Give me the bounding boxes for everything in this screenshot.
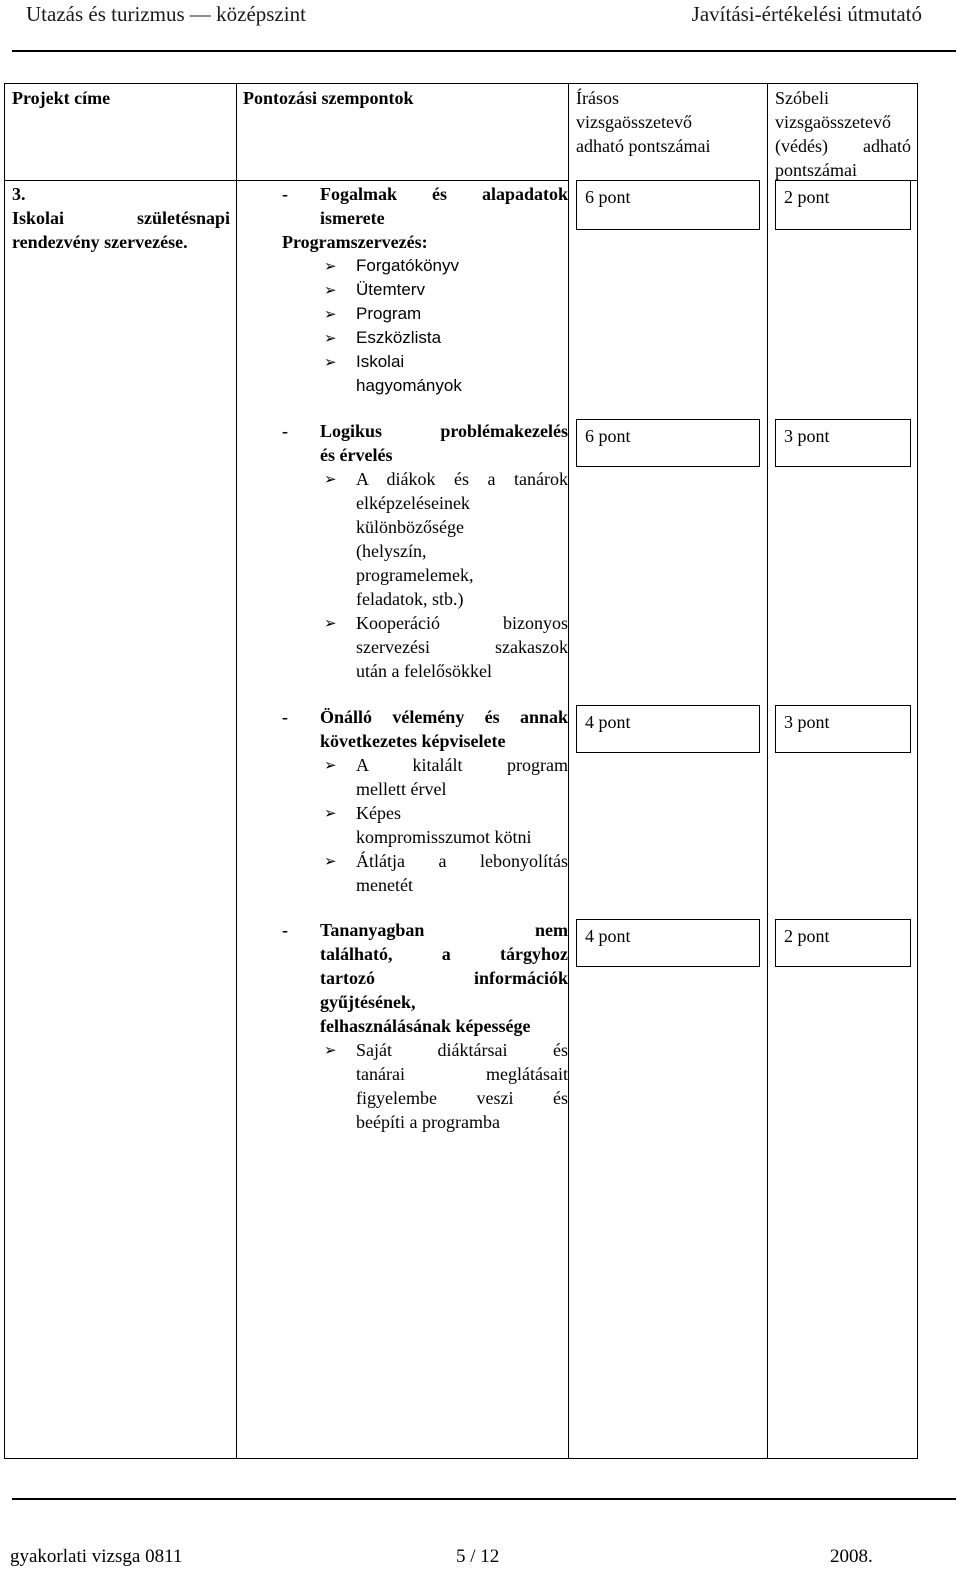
list-item: ➢ Eszközlista: [282, 326, 568, 350]
arrow-bullet-icon: ➢: [324, 804, 337, 822]
oral-points-box-1: 2 pont: [775, 180, 911, 230]
arrow-bullet-icon: ➢: [324, 614, 337, 632]
list-item: ➢ A diákok és a tanárok elképzeléseinek különbözősége (helyszín, programelemek, feladatok, stb.): [324, 469, 568, 609]
list-item: ➢ Forgatókönyv: [282, 254, 568, 278]
programszervezes-heading: Programszervezés:: [282, 232, 428, 252]
arrow-bullet-icon: ➢: [324, 305, 337, 323]
header-criteria: Pontozási szempontok: [243, 88, 414, 108]
arrow-bullet-icon: ➢: [324, 281, 337, 299]
arrow-bullet-icon: ➢: [324, 329, 337, 347]
criterion-group-4: - Tananyagban nem található, a tárgyhoz tartozó információk gyűjtésének, felhasználásának képessége ➢ Saját diáktársai és tanárai meglátásait figyelembe veszi és beépíti a programba: [282, 920, 568, 1132]
criterion-group-2: - Logikus problémakezelés és érvelés ➢ A diákok és a tanárok elképzeléseinek különbözősége (helyszín, programelemek, feladatok, stb.) ➢ Kooperáció bizonyos szervezési szakaszok után a felelősökkel: [282, 421, 568, 681]
list-item: ➢ Átlátja a lebonyolítás menetét: [324, 851, 568, 895]
oral-points-box-4: 2 pont: [775, 919, 911, 967]
list-item: ➢ Iskolai hagyományok: [324, 352, 462, 395]
written-points-box-4: 4 pont: [576, 919, 760, 967]
header-oral-points: Szóbeli vizsgaösszetevő (védés) adható pontszámai: [775, 88, 911, 180]
project-title: 3. Iskolai születésnapi rendezvény szervezése.: [12, 184, 230, 252]
criterion-group-1: - Fogalmak és alapadatok ismerete Programszervezés: ➢ Forgatókönyv ➢ Ütemterv ➢ Program ➢ Eszközlista ➢ Iskolai hagyományok: [282, 182, 568, 398]
list-item: ➢ Képes kompromisszumot kötni: [324, 803, 532, 847]
footer-left: gyakorlati vizsga 0811: [10, 1546, 183, 1567]
list-item: ➢ Program: [282, 302, 568, 326]
footer-year: 2008.: [830, 1546, 873, 1567]
arrow-bullet-icon: ➢: [324, 353, 337, 371]
list-item: ➢ A kitalált program mellett érvel: [324, 755, 568, 799]
arrow-bullet-icon: ➢: [324, 470, 337, 488]
oral-points-box-3: 3 pont: [775, 705, 911, 753]
oral-points-box-2: 3 pont: [775, 419, 911, 467]
header-left: Utazás és turizmus — középszint: [26, 2, 306, 26]
criterion-group-3: - Önálló vélemény és annak következetes képviselete ➢ A kitalált program mellett érvel ➢ Képes kompromisszumot kötni ➢ Átlátja a lebonyolítás menetét: [282, 707, 568, 895]
written-points-box-1: 6 pont: [576, 180, 760, 230]
written-points-box-3: 4 pont: [576, 705, 760, 753]
header-right: Javítási-értékelési útmutató: [691, 2, 922, 26]
arrow-bullet-icon: ➢: [324, 257, 337, 275]
page-number: 5 / 12: [456, 1546, 500, 1567]
footer-rule: [12, 1498, 956, 1500]
arrow-bullet-icon: ➢: [324, 852, 337, 870]
arrow-bullet-icon: ➢: [324, 756, 337, 774]
list-item: ➢ Ütemterv: [282, 278, 568, 302]
arrow-bullet-icon: ➢: [324, 1041, 337, 1059]
list-item: ➢ Saját diáktársai és tanárai meglátásait figyelembe veszi és beépíti a programba: [324, 1040, 568, 1132]
header-project-title: Projekt címe: [12, 88, 111, 108]
header-written-points: Írásos vizsgaösszetevő adható pontszámai: [576, 88, 711, 156]
written-points-box-2: 6 pont: [576, 419, 760, 467]
list-item: ➢ Kooperáció bizonyos szervezési szakaszok után a felelősökkel: [324, 613, 568, 681]
